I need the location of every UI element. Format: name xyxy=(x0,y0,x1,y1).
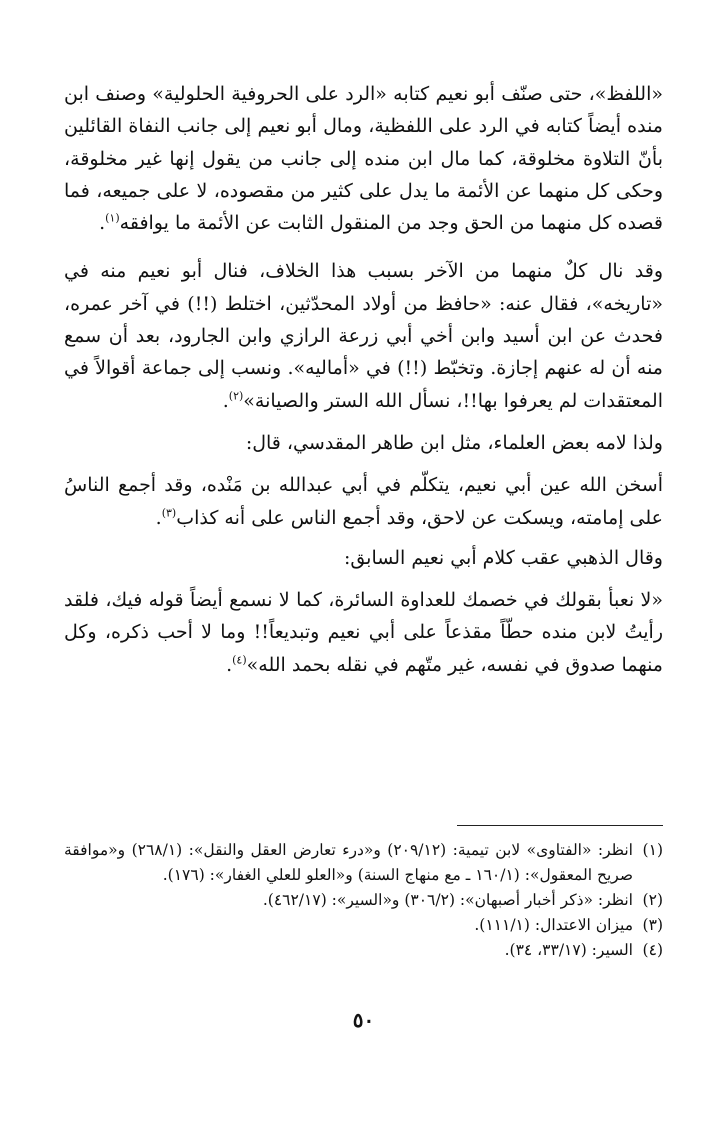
footnote-number: (٣) xyxy=(642,916,663,934)
footnote-number: (٢) xyxy=(642,891,663,909)
quote-dhahabi: «لا نعبأ بقولك في خصمك للعداوة السائرة، كما لا نسمع أيضاً قوله فيك، فلقد رأيتُ لابن منده حطّاً مقذعاً على أبي نعيم وتبديعاً!! وما لا أحب ذكره، وكل منهما صدوق في نفسه، غير متّهم في نقله بحمد الله»$^{(٤)}$. xyxy=(64,589,663,676)
footnote-number: (٤) xyxy=(642,941,663,959)
footnote-ref-2: (٢) xyxy=(228,389,244,403)
footnote-item xyxy=(64,838,663,888)
page-number: ٥٠ xyxy=(352,1008,375,1032)
footnote-text: ميزان الاعتدال: (١١١/١). xyxy=(474,916,633,934)
paragraph-3: ولذا لامه بعض العلماء، مثل ابن طاهر المقدسي، قال: xyxy=(245,431,663,454)
paragraph-2: وقد نال كلٌ منهما من الآخر بسبب هذا الخلاف، فنال أبو نعيم منه في «تاريخه»، فقال عنه: «حافظ من أولاد المحدّثين، اختلط (!!) في آخر عمره، فحدث عن ابن أسيد وابن أخي أبي زرعة الرازي وابن الجارود، بعد أن سمع منه أن له عنهم إجازة. وتخبّط (!!) في «أماليه». ونسب إلى جماعة أقوالاً في المعتقدات لم يعرفوا بها!!، نسأل الله الستر والصيانة»$^{(٢)}$. xyxy=(64,260,663,412)
footnote-ref-3: (٣) xyxy=(161,506,177,520)
paragraph-1: «اللفظ»، حتى صنّف أبو نعيم كتابه «الرد على الحروفية الحلولية» وصنف ابن منده أيضاً كتابه في الرد على اللفظية، ومال أبو نعيم إلى جانب النفاة القائلين بأنّ التلاوة مخلوقة، كما مال ابن منده إلى جانب من يقول إنها غير مخلوقة، وحكى كل منهما عن الأئمة ما يدل على كثير من مقصوده، لا على جميعه، فما قصده كل منهما من الحق وجد من المنقول الثابت عن الأئمة ما يوافقه$^{(١)}$. xyxy=(64,83,663,235)
footnotes xyxy=(64,838,663,963)
footnote-text: انظر: «ذكر أخبار أصبهان»: (٣٠٦/٢) و«السير»: (٤٦٢/١٧). xyxy=(262,891,633,909)
footnote-number: (١) xyxy=(642,841,663,859)
footnote-text: انظر: «الفتاوى» لابن تيمية: (٢٠٩/١٢) و«درء تعارض العقل والنقل»: (٢٦٨/١) و«موافقة صريح المعقول»: (١٦٠/١ ـ مع منهاج السنة) و«العلو للعلي الغفار»: (١٧٦). xyxy=(64,841,633,884)
footnote-divider xyxy=(457,825,663,826)
footnote-ref-1: (١) xyxy=(105,211,120,225)
footnote-item xyxy=(64,938,663,963)
footnote-text: السير: (٣٣/١٧، ٣٤). xyxy=(504,941,633,959)
paragraph-5: وقال الذهبي عقب كلام أبي نعيم السابق: xyxy=(343,546,663,569)
footnote-item xyxy=(64,913,663,938)
footnote-item xyxy=(64,888,663,913)
footnote-ref-4: (٤) xyxy=(232,653,247,667)
quote-ibn-tahir: أسخن الله عين أبي نعيم، يتكلّم في أبي عبدالله بن مَنْده، وقد أجمع الناسُ على إمامته، ويسكت عن لاحق، وقد أجمع الناس على أنه كذاب$^{(٣)}$. xyxy=(64,474,663,529)
body-text xyxy=(64,78,663,681)
